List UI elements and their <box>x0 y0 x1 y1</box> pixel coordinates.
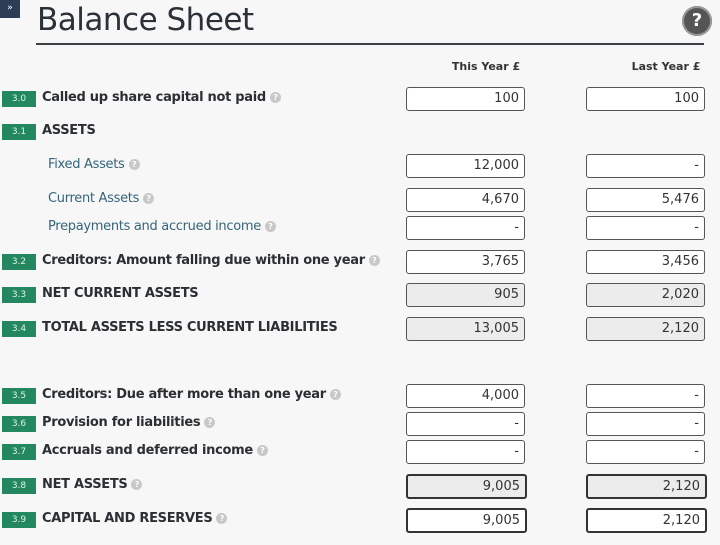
section-code-badge: 3.8 <box>2 478 36 494</box>
last-year-input[interactable]: 2,120 <box>586 474 707 499</box>
row-label-text: NET CURRENT ASSETS <box>42 286 199 301</box>
last-year-input[interactable]: 100 <box>586 87 705 111</box>
section-code-badge: 3.3 <box>2 287 36 303</box>
this-year-input[interactable]: 9,005 <box>406 474 527 499</box>
title-divider <box>36 43 704 45</box>
balance-row <box>0 474 720 498</box>
balance-row <box>0 87 720 111</box>
row-label-text: CAPITAL AND RESERVES <box>42 511 213 526</box>
help-icon[interactable]: ? <box>216 513 227 524</box>
help-icon[interactable]: ? <box>682 6 712 36</box>
row-label-text: Accruals and deferred income <box>42 443 253 458</box>
help-icon[interactable]: ? <box>131 479 142 490</box>
row-label-text: Fixed Assets <box>48 157 125 172</box>
help-icon[interactable]: ? <box>330 389 341 400</box>
balance-row <box>0 412 720 436</box>
row-label <box>48 157 140 172</box>
row-label <box>48 191 154 206</box>
this-year-input[interactable]: 9,005 <box>406 508 527 533</box>
help-icon[interactable]: ? <box>143 193 154 204</box>
section-code-badge: 3.0 <box>2 91 36 107</box>
this-year-input[interactable]: - <box>406 216 525 240</box>
last-year-input[interactable]: - <box>586 384 705 408</box>
this-year-input[interactable]: 100 <box>406 87 525 111</box>
help-icon[interactable]: ? <box>270 92 281 103</box>
row-label-text: Creditors: Due after more than one year <box>42 387 326 402</box>
balance-row <box>0 154 720 178</box>
this-year-input[interactable]: - <box>406 440 525 464</box>
balance-row <box>0 188 720 212</box>
sidebar-toggle-button[interactable]: » <box>0 0 20 18</box>
help-icon[interactable]: ? <box>265 221 276 232</box>
this-year-input[interactable]: 4,000 <box>406 384 525 408</box>
balance-row <box>0 508 720 532</box>
this-year-input[interactable]: 905 <box>406 283 525 307</box>
last-year-input[interactable]: 2,120 <box>586 508 707 533</box>
row-label-text: Prepayments and accrued income <box>48 219 261 234</box>
row-label <box>42 253 380 268</box>
balance-row <box>0 250 720 274</box>
this-year-input[interactable]: 4,670 <box>406 188 525 212</box>
balance-row <box>0 283 720 307</box>
row-label-text: Current Assets <box>48 191 140 206</box>
this-year-input[interactable]: 13,005 <box>406 317 525 341</box>
section-code-badge: 3.6 <box>2 416 36 432</box>
balance-row <box>0 384 720 408</box>
column-header-last-year: Last Year £ <box>631 60 701 73</box>
last-year-input[interactable]: 2,020 <box>586 283 705 307</box>
row-label-text: Provision for liabilities <box>42 415 201 430</box>
row-label <box>42 90 281 105</box>
page-title: Balance Sheet <box>37 2 254 38</box>
row-label <box>42 511 227 526</box>
balance-row <box>0 216 720 240</box>
last-year-input[interactable]: - <box>586 216 705 240</box>
section-code-badge: 3.2 <box>2 254 36 270</box>
last-year-input[interactable]: - <box>586 440 705 464</box>
section-code-badge: 3.1 <box>2 124 36 140</box>
row-label-text: ASSETS <box>42 123 96 138</box>
this-year-input[interactable]: 12,000 <box>406 154 525 178</box>
section-code-badge: 3.5 <box>2 388 36 404</box>
row-label <box>42 387 341 402</box>
help-icon[interactable]: ? <box>369 255 380 266</box>
help-icon[interactable]: ? <box>204 417 215 428</box>
this-year-input[interactable]: - <box>406 412 525 436</box>
row-label <box>42 477 142 492</box>
last-year-input[interactable]: 5,476 <box>586 188 705 212</box>
row-label <box>48 219 276 234</box>
row-label <box>42 286 198 301</box>
last-year-input[interactable]: 3,456 <box>586 250 705 274</box>
row-label-text: TOTAL ASSETS LESS CURRENT LIABILITIES <box>42 320 338 335</box>
row-label-text: NET ASSETS <box>42 477 128 492</box>
row-label <box>42 443 268 458</box>
last-year-input[interactable]: 2,120 <box>586 317 705 341</box>
section-code-badge: 3.4 <box>2 321 36 337</box>
last-year-input[interactable]: - <box>586 154 705 178</box>
last-year-input[interactable]: - <box>586 412 705 436</box>
this-year-input[interactable]: 3,765 <box>406 250 525 274</box>
row-label-text: Creditors: Amount falling due within one year <box>42 253 365 268</box>
section-code-badge: 3.9 <box>2 512 36 528</box>
row-label <box>42 415 215 430</box>
help-icon[interactable]: ? <box>129 159 140 170</box>
balance-row <box>0 120 720 144</box>
row-label <box>42 123 96 138</box>
row-label-text: Called up share capital not paid <box>42 90 266 105</box>
row-label <box>42 320 338 335</box>
help-icon[interactable]: ? <box>257 445 268 456</box>
section-code-badge: 3.7 <box>2 444 36 460</box>
balance-row <box>0 440 720 464</box>
balance-row <box>0 317 720 341</box>
column-header-this-year: This Year £ <box>451 60 521 73</box>
